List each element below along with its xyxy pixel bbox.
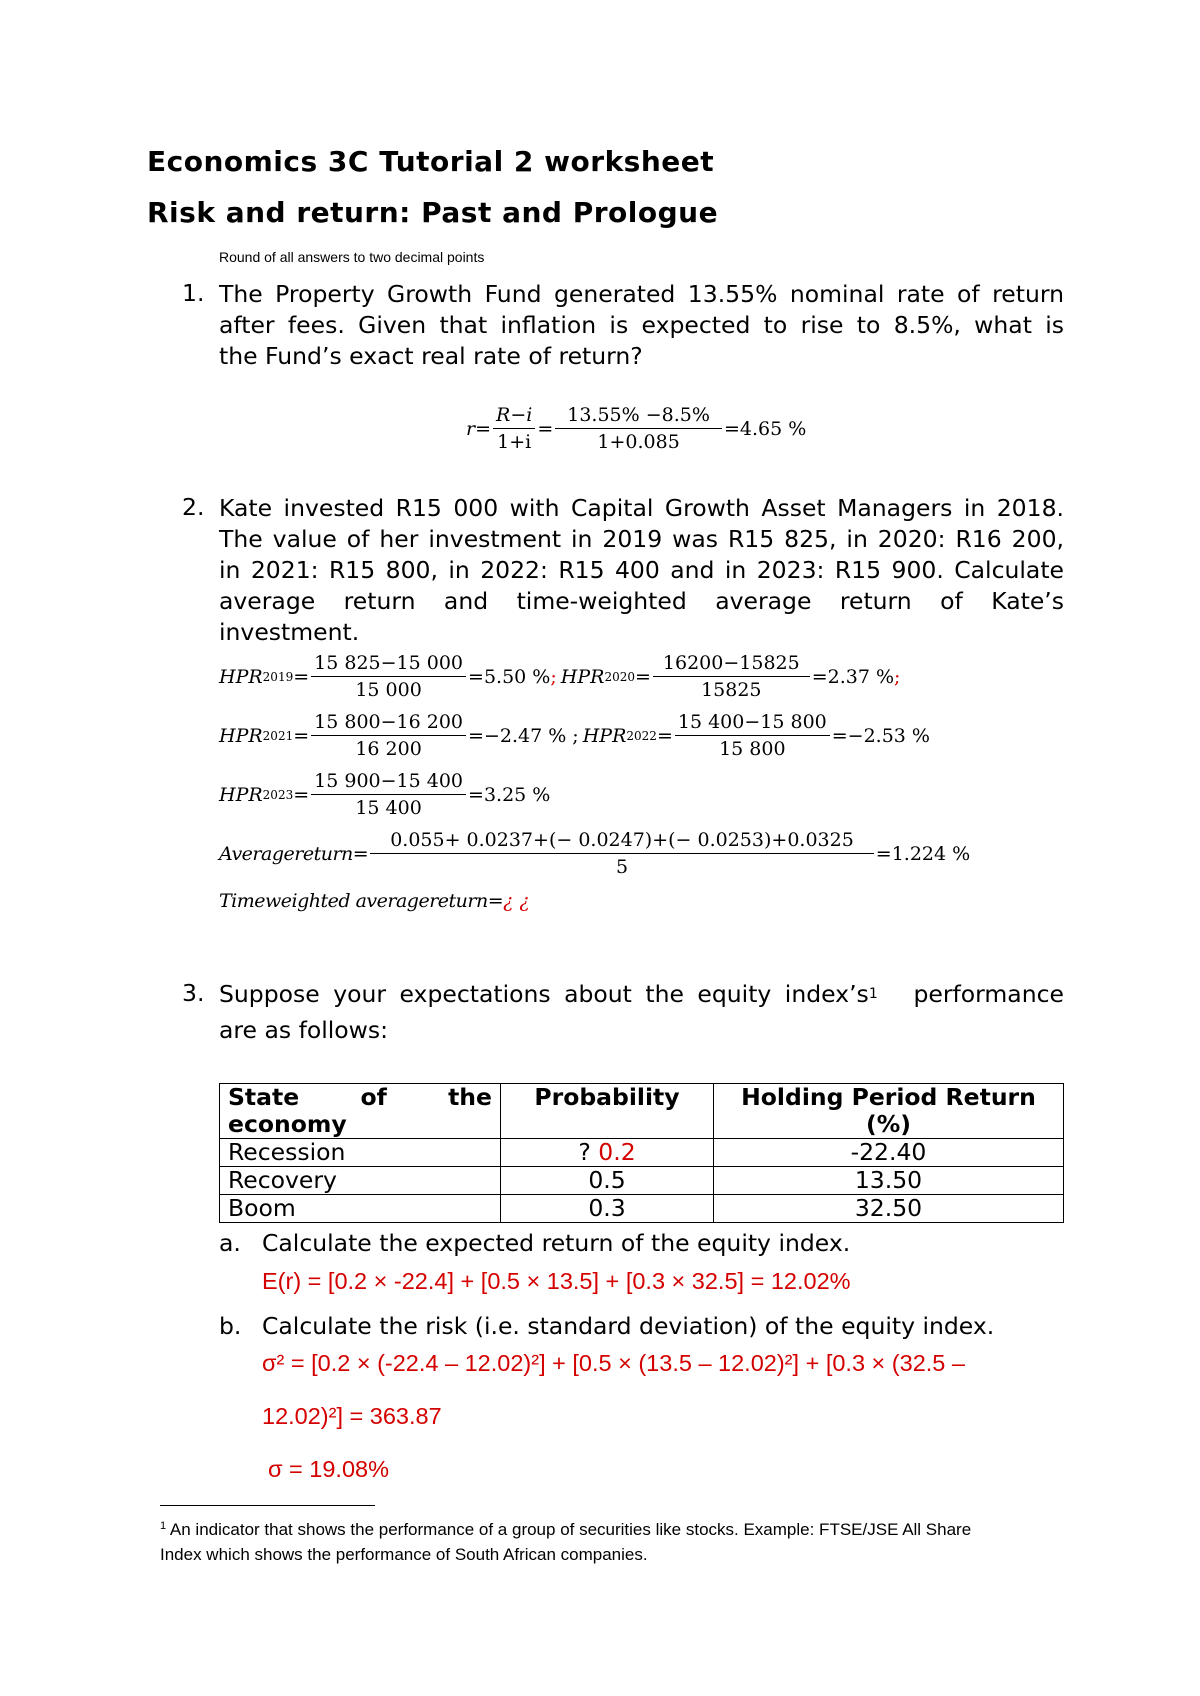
q3b-answer-sigma: σ = 19.08%: [268, 1456, 389, 1482]
footnote-text: An indicator that shows the performance of a group of securities like stocks. Example: FTSE/JSE All Share: [166, 1520, 972, 1539]
header-word: economy: [228, 1110, 347, 1138]
q2-line: average return and time-weighted average return of Kate’s: [219, 587, 1064, 615]
hpr-label: HPR: [582, 724, 627, 747]
frac-num: R−i: [493, 403, 535, 429]
q2-line: The value of her investment in 2019 was R15 825, in 2020: R16 200,: [219, 525, 1064, 553]
hpr-label: HPR: [219, 665, 263, 688]
cell-state: Recovery: [220, 1167, 501, 1195]
q3-line: [219, 979, 1064, 1015]
separator: ;: [550, 665, 557, 688]
footnote: [160, 1514, 971, 1567]
table-row: [220, 1139, 1064, 1167]
q3a-text: Calculate the expected return of the equity index.: [262, 1229, 851, 1257]
page-subtitle: Risk and return: Past and Prologue: [147, 196, 719, 229]
q1-line: the Fund’s exact real rate of return?: [219, 342, 643, 370]
fraction: [311, 651, 466, 702]
footnote-line: Index which shows the performance of South African companies.: [160, 1545, 648, 1564]
q3a-label: a.: [219, 1229, 241, 1257]
hpr-result: =−2.47 % ;: [468, 724, 579, 747]
eq-sign: =: [537, 417, 554, 440]
header-state: [220, 1084, 501, 1139]
q1-line: after fees. Given that inflation is expected to rise to 8.5%, what is: [219, 311, 1064, 339]
table-row: [220, 1195, 1064, 1223]
q3b-answer-line: σ² = [0.2 × (-22.4 – 12.02)²] + [0.5 × (13.5 – 12.02)²] + [0.3 × (32.5 –: [262, 1350, 965, 1376]
hpr-result: =−2.53 %: [831, 724, 930, 747]
frac-den: 1+0.085: [597, 431, 680, 453]
frac-den: 1+i: [497, 431, 532, 453]
hpr-result: =3.25 %: [468, 783, 551, 806]
fraction: [493, 403, 535, 454]
q1-line: The Property Growth Fund generated 13.55% nominal rate of return: [219, 280, 1064, 308]
fraction: [311, 769, 466, 820]
cell-hpr: -22.40: [714, 1139, 1064, 1167]
hpr-result: =5.50 %: [468, 665, 551, 688]
page-title: Economics 3C Tutorial 2 worksheet: [147, 145, 715, 178]
footnote-divider: [160, 1505, 375, 1506]
cell-probability: 0.3: [501, 1195, 714, 1223]
header-word: State: [228, 1083, 300, 1111]
frac-num: 15 900−15 400: [311, 769, 466, 795]
cell-probability: [501, 1139, 714, 1167]
prob-answer: 0.2: [598, 1138, 636, 1166]
q2-number: 2.: [182, 493, 205, 521]
q3-text: [219, 979, 1064, 1046]
frac-den: 15 000: [355, 679, 422, 701]
frac-num: 15 825−15 000: [311, 651, 466, 677]
separator: ;: [894, 665, 901, 688]
footnote-mark: 1: [160, 1520, 167, 1532]
time-weighted-line: [219, 890, 530, 912]
eq-lhs: r=: [466, 417, 492, 440]
rounding-note: Round of all answers to two decimal points: [219, 249, 485, 265]
header-word: the: [448, 1083, 492, 1111]
q3-number: 3.: [182, 979, 205, 1007]
cell-state: Recession: [220, 1139, 501, 1167]
q2-line: Kate invested R15 000 with Capital Growth Asset Managers in 2018.: [219, 494, 1064, 522]
q2-text: [219, 493, 1064, 648]
q3b-label: b.: [219, 1312, 242, 1340]
q3-text-a: Suppose your expectations about the equity index’s: [219, 980, 869, 1008]
footnote-ref: 1: [868, 986, 878, 1002]
frac-den: 15825: [701, 679, 762, 701]
header-line: Holding Period Return: [741, 1083, 1036, 1111]
hpr-result: =2.37 %: [811, 665, 895, 688]
q3a-answer: E(r) = [0.2 × -22.4] + [0.5 × 13.5] + [0.3 × 32.5] = 12.02%: [262, 1268, 851, 1294]
tw-label: Timeweighted averagereturn=: [219, 890, 504, 912]
frac-num: 16200−15825: [653, 651, 810, 677]
header-line: (%): [865, 1110, 912, 1138]
cell-state: Boom: [220, 1195, 501, 1223]
q2-line: investment.: [219, 618, 360, 646]
eq-sign: =: [656, 724, 673, 747]
q3b-text: Calculate the risk (i.e. standard deviation) of the equity index.: [262, 1312, 995, 1340]
q2-line: in 2021: R15 800, in 2022: R15 400 and in 2023: R15 900. Calculate: [219, 556, 1064, 584]
fraction: [370, 828, 874, 879]
prob-question-mark: ?: [578, 1138, 599, 1166]
cell-hpr: 32.50: [714, 1195, 1064, 1223]
eq-sign: =: [634, 665, 651, 688]
q1-number: 1.: [182, 279, 205, 307]
frac-den: 16 200: [355, 738, 422, 760]
avg-label: Averagereturn=: [219, 842, 369, 865]
table-row: [220, 1167, 1064, 1195]
state-probability-table: [219, 1083, 1064, 1223]
q3-line-tail: [869, 979, 1064, 1015]
fraction: [653, 651, 810, 702]
hpr-year: 2022: [626, 728, 657, 743]
fraction: [555, 403, 722, 454]
hpr-label: HPR: [560, 665, 605, 688]
avg-result: =1.224 %: [875, 842, 971, 865]
eq-result: =4.65 %: [723, 417, 807, 440]
q3-text-b: performance: [913, 980, 1064, 1008]
q1-equation: [466, 403, 806, 454]
header-hpr: [714, 1084, 1064, 1139]
eq-sign: =: [293, 783, 310, 806]
footnote-line: [160, 1514, 971, 1542]
average-return-line: [219, 828, 970, 879]
fraction: [311, 710, 466, 761]
hpr-label: HPR: [219, 783, 263, 806]
hpr-year: 2023: [262, 787, 294, 802]
q3b-answer-line: 12.02)²] = 363.87: [262, 1403, 442, 1429]
hpr-year: 2020: [604, 669, 635, 684]
tw-value: ¿ ¿: [503, 890, 530, 912]
hpr-line-2: [219, 710, 930, 761]
header-state-line: [228, 1084, 492, 1111]
eq-sign: =: [293, 724, 310, 747]
hpr-line-3: [219, 769, 550, 820]
frac-num: 15 800−16 200: [311, 710, 466, 736]
hpr-year: 2021: [262, 728, 294, 743]
header-word: of: [360, 1083, 387, 1111]
table-header-row: [220, 1084, 1064, 1139]
frac-den: 5: [615, 856, 629, 878]
hpr-year: 2019: [262, 669, 294, 684]
q3-line: are as follows:: [219, 1016, 389, 1044]
frac-den: 15 400: [355, 797, 422, 819]
fraction: [675, 710, 830, 761]
cell-hpr: 13.50: [714, 1167, 1064, 1195]
frac-den: 15 800: [719, 738, 786, 760]
header-probability: Probability: [501, 1084, 714, 1139]
cell-probability: 0.5: [501, 1167, 714, 1195]
frac-num: 0.055+ 0.0237+(− 0.0247)+(− 0.0253)+0.0325: [370, 828, 874, 854]
frac-num: 15 400−15 800: [675, 710, 830, 736]
eq-sign: =: [293, 665, 310, 688]
hpr-line-1: [219, 651, 900, 702]
frac-num: 13.55% −8.5%: [555, 403, 722, 429]
q1-text: [219, 279, 1064, 372]
hpr-label: HPR: [219, 724, 263, 747]
